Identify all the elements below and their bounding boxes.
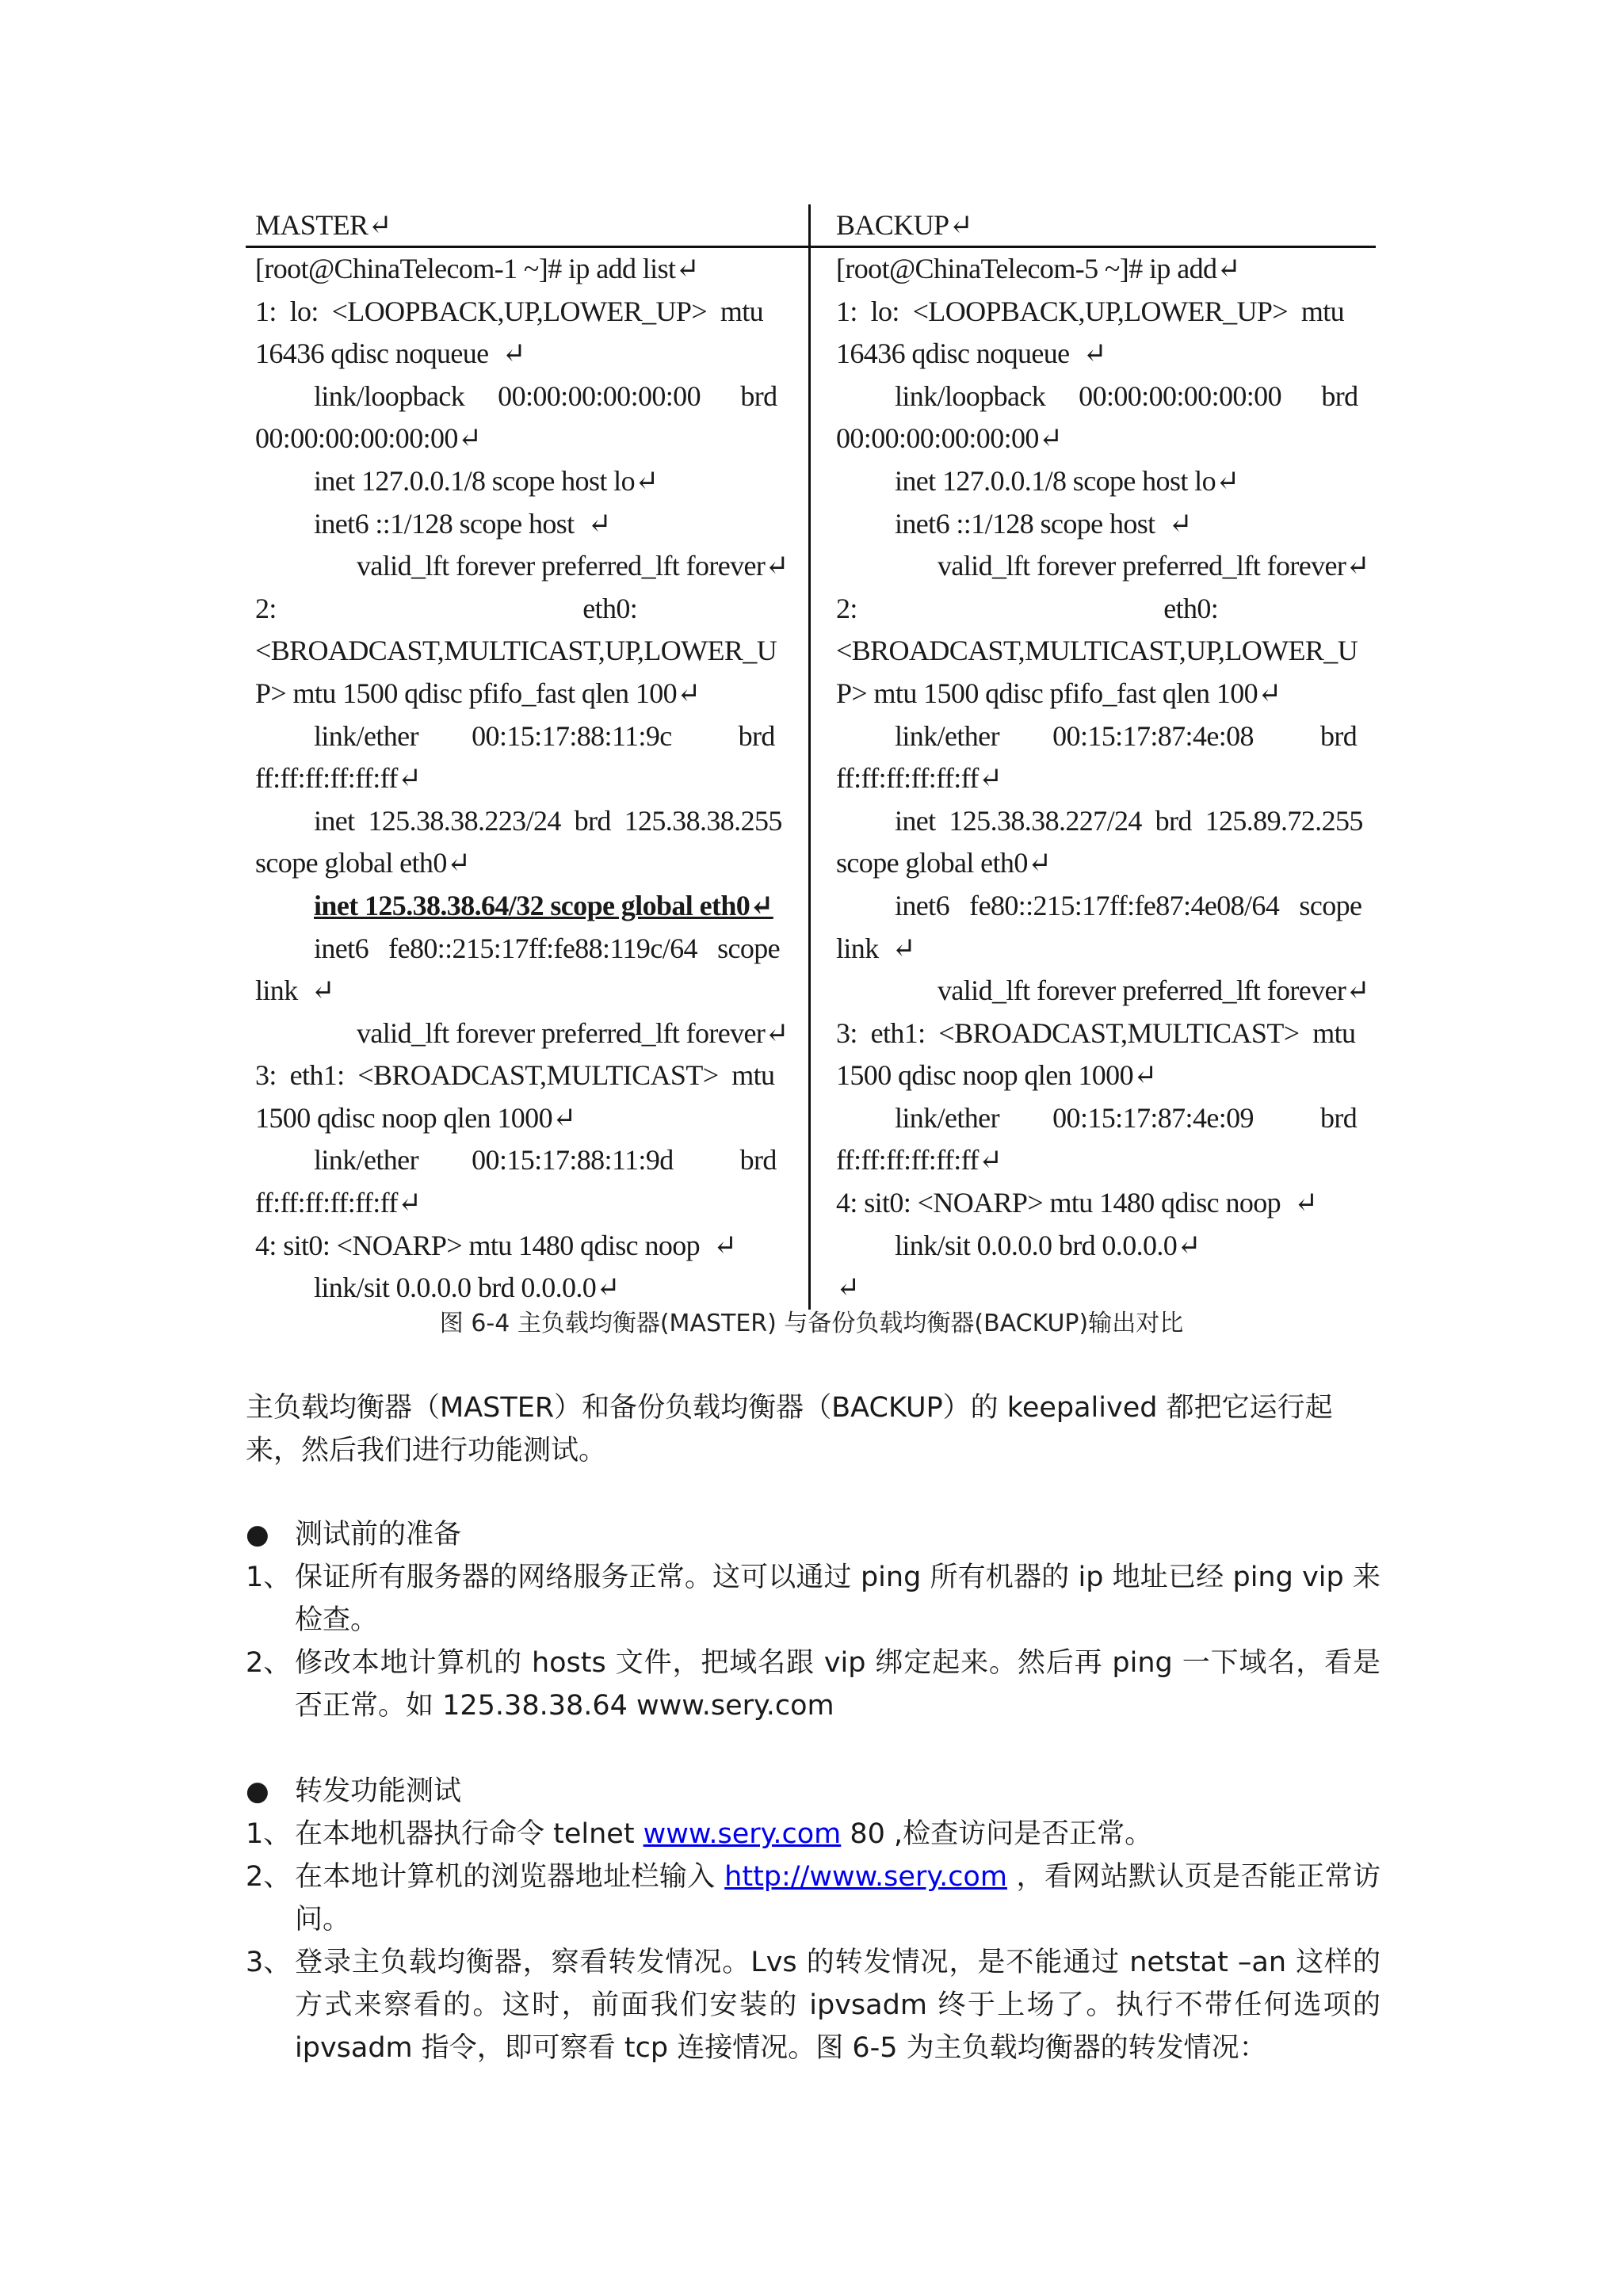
output-line: 4: sit0: <NOARP> mtu 1480 qdisc noop ↵ (836, 1187, 1318, 1219)
list-item (246, 1941, 1381, 2069)
list-text: 保证所有服务器的网络服务正常。这可以通过 ping 所有机器的 ip 地址已经 ping vip 来检查。 (295, 1562, 1381, 1636)
list-number: 1、 (246, 1562, 292, 1593)
section-heading-forwarding (246, 1770, 461, 1813)
output-line: link/sit 0.0.0.0 brd 0.0.0.0↵ (314, 1272, 620, 1304)
list-text: 修改本地计算机的 hosts 文件，把域名跟 vip 绑定起来。然后再 ping 一下域名，看是否正常。如 125.38.38.64 www.sery.com (295, 1647, 1381, 1722)
section-title: 测试前的准备 (295, 1519, 462, 1550)
sery-link[interactable]: www.sery.com (643, 1818, 842, 1850)
output-line: link/ether 00:15:17:88:11:9d brd (314, 1144, 777, 1177)
output-line: link ↵ (255, 974, 334, 1007)
list-text: 登录主负载均衡器，察看转发情况。Lvs 的转发情况，是不能通过 netstat –an 这样的方式来察看的。这时，前面我们安装的 ipvsadm 终于上场了。执行不带任何选项的 ipvsadm 指令，即可察看 tcp 连接情况。图 6-5 为主负载均衡器的转发情况： (295, 1947, 1381, 2064)
bullet-icon: ● (246, 1519, 269, 1550)
output-line: link ↵ (836, 932, 915, 964)
output-line: inet 125.38.38.64/32 scope global eth0↵ (314, 889, 773, 921)
text-fragment: 80 ,检查访问是否正常。 (841, 1818, 1153, 1850)
list-item (246, 1556, 1381, 1642)
output-line: 1: lo: <LOOPBACK,UP,LOWER_UP> mtu (255, 295, 764, 327)
output-line: <BROADCAST,MULTICAST,UP,LOWER_U (255, 635, 777, 667)
output-line: <BROADCAST,MULTICAST,UP,LOWER_U (836, 635, 1358, 667)
output-line: inet 127.0.0.1/8 scope host lo↵ (314, 464, 659, 497)
text-fragment: 在本地机器执行命令 telnet (295, 1818, 643, 1850)
list-number: 2、 (246, 1861, 292, 1893)
sery-url-link[interactable]: http://www.sery.com (724, 1861, 1007, 1893)
list-number: 3、 (246, 1947, 292, 1978)
figure-caption: 图 6-4 主负载均衡器(MASTER) 与备份负载均衡器(BACKUP)输出对比 (439, 1310, 1184, 1337)
output-line: valid_lft forever preferred_lft forever↵ (938, 550, 1369, 582)
output-line: scope global eth0↵ (836, 847, 1052, 879)
output-line: inet6 ::1/128 scope host ↵ (895, 507, 1192, 540)
output-line: link/loopback 00:00:00:00:00:00 brd (895, 379, 1358, 412)
list-text (295, 1813, 1381, 1855)
output-line: 1500 qdisc noop qlen 1000↵ (255, 1101, 576, 1134)
output-line: ff:ff:ff:ff:ff:ff↵ (255, 762, 422, 795)
output-line: ↵ (836, 1272, 860, 1304)
output-line: 2: eth0: (836, 592, 1219, 624)
output-line: 16436 qdisc noqueue ↵ (836, 338, 1106, 370)
intro-paragraph: 主负载均衡器（MASTER）和备份负载均衡器（BACKUP）的 keepalived 都把它运行起来，然后我们进行功能测试。 (246, 1392, 1333, 1466)
section-heading-preparation (246, 1513, 461, 1556)
output-line: inet6 fe80::215:17ff:fe87:4e08/64 scope (895, 889, 1362, 921)
output-line: valid_lft forever preferred_lft forever↵ (357, 1016, 789, 1049)
output-line: link/ether 00:15:17:88:11:9c brd (314, 719, 775, 752)
list-item (246, 1642, 1381, 1727)
output-line: 3: eth1: <BROADCAST,MULTICAST> mtu (255, 1059, 775, 1092)
master-header: MASTER↵ (246, 204, 808, 248)
output-line: P> mtu 1500 qdisc pfifo_fast qlen 100↵ (836, 677, 1281, 709)
section-title: 转发功能测试 (295, 1775, 462, 1807)
output-line: ff:ff:ff:ff:ff:ff↵ (836, 762, 1002, 795)
list-number: 2、 (246, 1647, 292, 1679)
text-fragment: 在本地计算机的浏览器地址栏输入 (295, 1861, 725, 1893)
list-item (246, 1813, 1381, 1855)
output-line: 2: eth0: (255, 592, 638, 624)
ip-output-comparison-table (246, 204, 1377, 1310)
bullet-icon: ● (246, 1775, 269, 1807)
output-line: inet 125.38.38.227/24 brd 125.89.72.255 (895, 804, 1363, 837)
output-line: 16436 qdisc noqueue ↵ (255, 338, 525, 370)
text-fragment: ，看网站默认页是否能正常访问。 (295, 1861, 1381, 1936)
output-line: inet 127.0.0.1/8 scope host lo↵ (895, 464, 1239, 497)
output-line: link/loopback 00:00:00:00:00:00 brd (314, 379, 777, 412)
output-line: inet6 fe80::215:17ff:fe88:119c/64 scope (314, 932, 781, 964)
output-line: [root@ChinaTelecom-1 ~]# ip add list↵ (255, 253, 699, 284)
output-line: ff:ff:ff:ff:ff:ff↵ (836, 1144, 1002, 1177)
output-line: inet6 ::1/128 scope host ↵ (314, 507, 611, 540)
master-column-header (246, 204, 811, 248)
backup-column-header (811, 204, 1376, 248)
output-line: 1: lo: <LOOPBACK,UP,LOWER_UP> mtu (836, 295, 1345, 327)
output-line: [root@ChinaTelecom-5 ~]# ip add↵ (836, 253, 1240, 284)
output-line: 1500 qdisc noop qlen 1000↵ (836, 1059, 1157, 1092)
backup-output-column (811, 248, 1376, 1310)
output-line: valid_lft forever preferred_lft forever↵ (938, 974, 1369, 1007)
output-line: P> mtu 1500 qdisc pfifo_fast qlen 100↵ (255, 677, 701, 709)
output-line: scope global eth0↵ (255, 847, 471, 879)
list-item (246, 1855, 1381, 1941)
output-line: valid_lft forever preferred_lft forever↵ (357, 550, 789, 582)
output-line: 00:00:00:00:00:00↵ (836, 422, 1063, 455)
output-line: 4: sit0: <NOARP> mtu 1480 qdisc noop ↵ (255, 1229, 737, 1261)
backup-header: BACKUP↵ (811, 204, 1376, 248)
output-line: inet 125.38.38.223/24 brd 125.38.38.255 (314, 804, 782, 837)
output-line: 00:00:00:00:00:00↵ (255, 422, 482, 455)
list-number: 1、 (246, 1818, 292, 1850)
list-text (295, 1855, 1381, 1941)
output-line: link/sit 0.0.0.0 brd 0.0.0.0↵ (895, 1229, 1201, 1261)
output-line: ff:ff:ff:ff:ff:ff↵ (255, 1187, 422, 1219)
output-line: link/ether 00:15:17:87:4e:09 brd (895, 1101, 1358, 1134)
master-output-column (246, 248, 811, 1310)
output-line: 3: eth1: <BROADCAST,MULTICAST> mtu (836, 1016, 1356, 1049)
output-line: link/ether 00:15:17:87:4e:08 brd (895, 719, 1358, 752)
